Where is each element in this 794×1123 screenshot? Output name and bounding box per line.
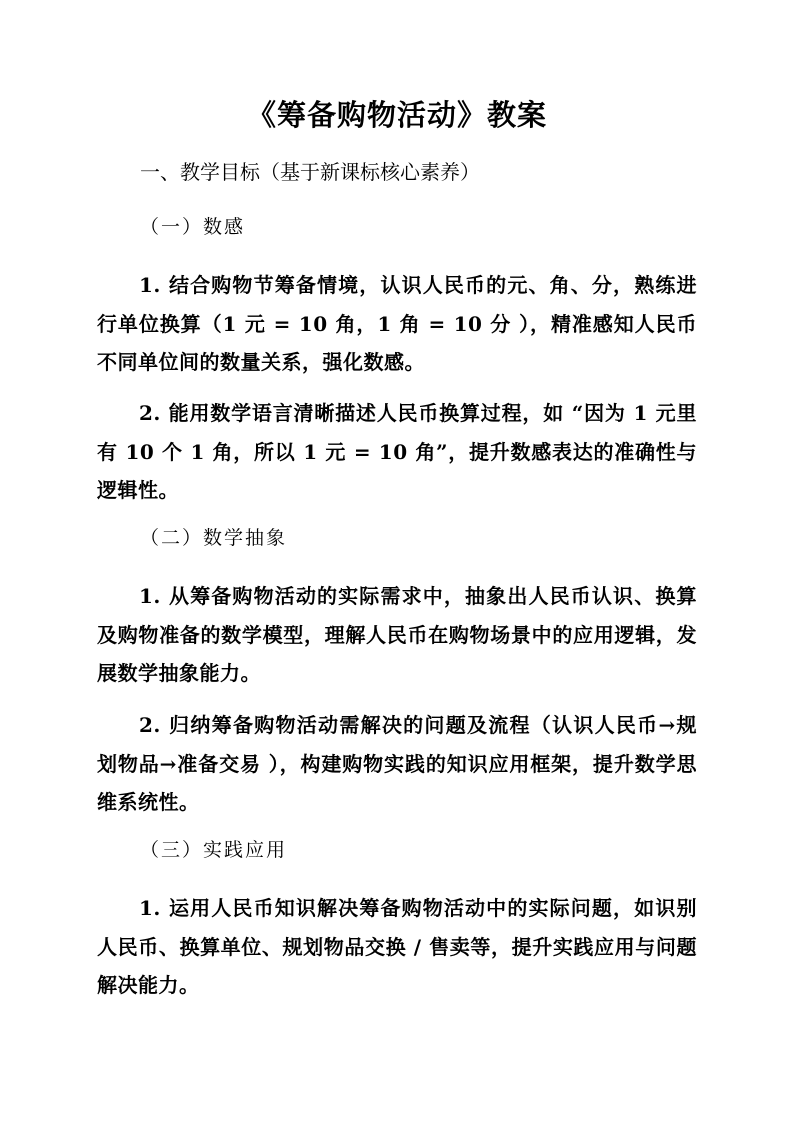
paragraph-math-abstraction-2: 2. 归纳筹备购物活动需解决的问题及流程（认识人民币→规划物品→准备交易 ），构建购物实践的知识应用框架，提升数学思维系统性。	[97, 713, 697, 814]
paragraph-math-abstraction-1: 1. 从筹备购物活动的实际需求中，抽象出人民币认识、换算及购物准备的数学模型，理解人民币在购物场景中的应用逻辑，发展数学抽象能力。	[97, 584, 697, 685]
subsection-heading-practical-application: （三）实践应用	[140, 839, 288, 861]
section-heading-teaching-objectives: 一、教学目标（基于新课标核心素养）	[140, 160, 480, 184]
subsection-heading-math-abstraction: （二）数学抽象	[140, 527, 288, 549]
paragraph-practical-application-1: 1. 运用人民币知识解决筹备购物活动中的实际问题，如识别人民币、换算单位、规划物品交换 / 售卖等，提升实践应用与问题解决能力。	[97, 896, 697, 997]
paragraph-number-sense-2: 2. 能用数学语言清晰描述人民币换算过程，如 “因为 1 元里有 10 个 1 角，所以 1 元 = 10 角”，提升数感表达的准确性与逻辑性。	[97, 401, 697, 502]
paragraph-number-sense-1: 1. 结合购物节筹备情境，认识人民币的元、角、分，熟练进行单位换算（1 元 = 10 角，1 角 = 10 分 ），精准感知人民币不同单位间的数量关系，强化数感。	[97, 273, 697, 374]
page-title: 《筹备购物活动》教案	[246, 98, 547, 132]
subsection-heading-number-sense: （一）数感	[140, 216, 246, 238]
